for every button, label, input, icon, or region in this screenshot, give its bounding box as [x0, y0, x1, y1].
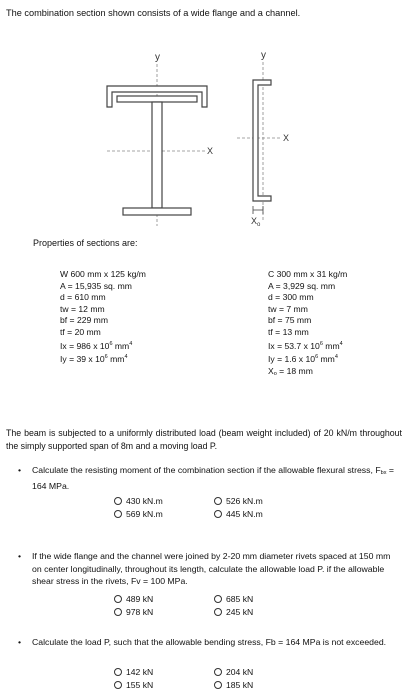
wf-prop-iy: Iy = 39 x $10^6$ $mm^4$	[60, 354, 128, 365]
intro-text: The combination section shown consists of a wide flange and a channel.	[6, 8, 301, 18]
option-radio[interactable]: 569 kN.m	[114, 509, 163, 519]
wf-prop-line: bf = 229 mm	[60, 315, 109, 326]
option-radio[interactable]: 204 kN	[214, 667, 253, 677]
properties-heading: Properties of sections are:	[33, 238, 138, 248]
option-radio[interactable]: 245 kN	[214, 607, 253, 617]
ch-prop-line: bf = 75 mm	[268, 315, 312, 326]
question-3	[18, 636, 402, 664]
option-radio[interactable]: 185 kN	[214, 680, 253, 690]
section-diagram	[95, 40, 315, 230]
wf-web	[152, 102, 162, 208]
channel-properties	[268, 269, 347, 380]
option-radio[interactable]: 489 kN	[114, 594, 153, 604]
problem-paragraph: The beam is subjected to a uniformly distributed load (beam weight included) of 20 kN/m throughout the simply supported span of 8m and a moving load P.	[6, 428, 402, 451]
question-2-options	[114, 594, 314, 620]
ch-prop-line: tf = 13 mm	[268, 326, 309, 337]
ch-prop-line: C 300 mm x 31 kg/m	[268, 269, 348, 279]
question-2	[18, 550, 402, 590]
wf-prop-line: tf = 20 mm	[60, 326, 101, 337]
x-axis-label-wf: X	[207, 146, 214, 156]
x-axis-label-channel: X	[283, 133, 290, 143]
question-text: Calculate the load P, such that the allowable bending stress, Fb = 164 MPa is not exceeded.	[32, 637, 387, 647]
radio-icon[interactable]	[114, 681, 122, 689]
radio-icon[interactable]	[214, 497, 222, 505]
radio-icon[interactable]	[214, 608, 222, 616]
ch-prop-iy: Iy = 1.6 x $10^6$ $mm^4$	[268, 354, 338, 365]
question-text: Calculate the resisting moment of the combination section if the allowable flexural stress, $F_{bx} = 164$ MPa.	[32, 465, 394, 491]
channel-section	[253, 80, 271, 201]
wf-prop-line: d = 610 mm	[60, 292, 106, 303]
radio-icon[interactable]	[214, 668, 222, 676]
ch-prop-ix: Ix = 53.7 x $10^6$ $mm^4$	[268, 340, 343, 351]
question-1-options	[114, 496, 314, 522]
option-radio[interactable]: 526 kN.m	[214, 496, 263, 506]
option-radio[interactable]: 978 kN	[114, 607, 153, 617]
option-radio[interactable]: 142 kN	[114, 667, 153, 677]
wf-prop-ix: Ix = 986 x $10^6$ $mm^4$	[60, 340, 133, 351]
bullet-icon: •	[18, 551, 22, 561]
question-3-options	[114, 667, 314, 693]
ch-prop-line: A = 3,929 sq. mm	[268, 280, 336, 291]
option-radio[interactable]: 155 kN	[114, 680, 153, 690]
radio-icon[interactable]	[114, 595, 122, 603]
wide-flange-properties	[60, 269, 146, 366]
wf-prop-line: A = 15,935 sq. mm	[60, 280, 132, 291]
radio-icon[interactable]	[214, 510, 222, 518]
radio-icon[interactable]	[214, 595, 222, 603]
ch-prop-line: d = 300 mm	[268, 292, 314, 303]
wf-prop-line: W 600 mm x 125 kg/m	[60, 269, 146, 279]
radio-icon[interactable]	[114, 497, 122, 505]
y-axis-label-channel: y	[261, 50, 266, 61]
radio-icon[interactable]	[214, 681, 222, 689]
wf-bottom-flange	[123, 208, 191, 215]
option-radio[interactable]: 430 kN.m	[114, 496, 163, 506]
ch-prop-line: tw = 7 mm	[268, 303, 308, 314]
radio-icon[interactable]	[114, 668, 122, 676]
radio-icon[interactable]	[114, 608, 122, 616]
option-radio[interactable]: 445 kN.m	[214, 509, 263, 519]
wf-prop-line: tw = 12 mm	[60, 303, 105, 314]
option-radio[interactable]: 685 kN	[214, 594, 253, 604]
question-text: If the wide flange and the channel were joined by 2-20 mm diameter rivets spaced at 150 mm on center longitudinally, throughout its length, calculate the allowable load P. if the allowable shear stress in the rivets, Fv = 100 MPa.	[32, 551, 391, 587]
ch-prop-xo: $X_o = 18$ mm	[268, 365, 313, 377]
xo-label: $X_o$	[251, 216, 261, 228]
bullet-icon: •	[18, 637, 22, 647]
radio-icon[interactable]	[114, 510, 122, 518]
bullet-icon: •	[18, 465, 22, 475]
wf-top-flange	[117, 96, 197, 102]
question-1	[18, 464, 402, 494]
y-axis-label-wf: y	[155, 52, 160, 63]
